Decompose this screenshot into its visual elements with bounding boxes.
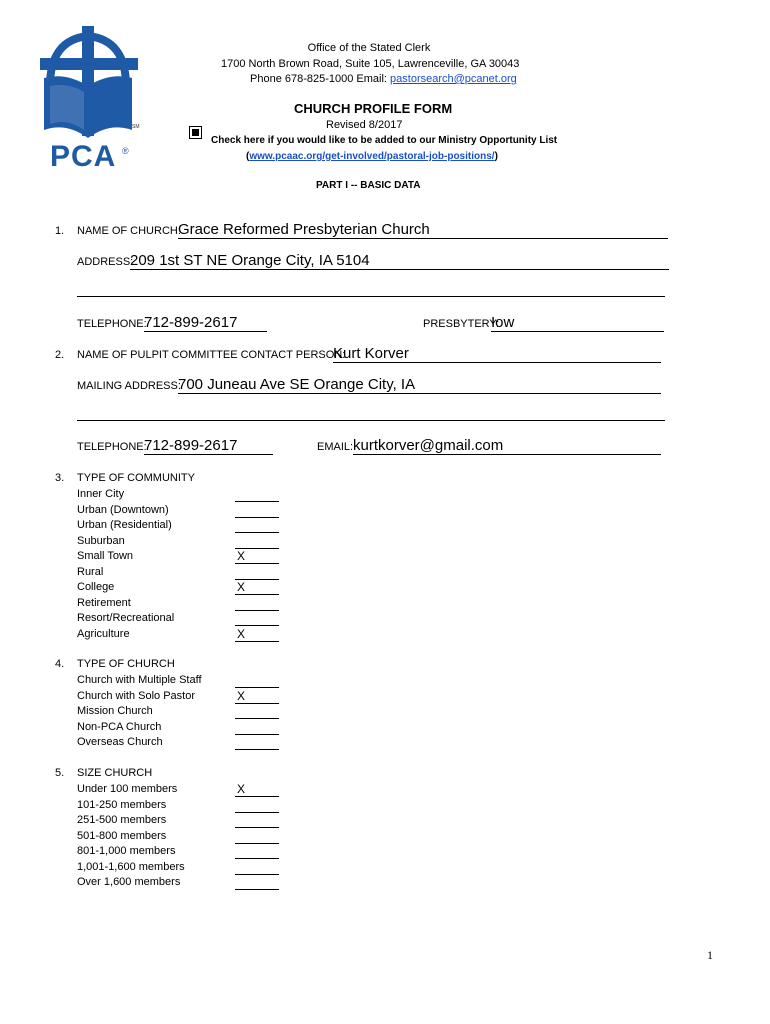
phone-email-line: Phone 678-825-1000 Email: pastorsearch@pcanet.org — [250, 73, 517, 85]
option-label: 801-1,000 members — [77, 845, 176, 857]
option-blank[interactable] — [235, 874, 279, 875]
option-label: 1,001-1,600 members — [77, 860, 185, 873]
address-line: 1700 North Brown Road, Suite 105, Lawrenceville, GA 30043 — [221, 58, 520, 70]
contact-label: NAME OF PULPIT COMMITTEE CONTACT PERSON: — [77, 349, 346, 361]
email-field[interactable] — [353, 437, 661, 455]
presbytery-field[interactable] — [491, 314, 664, 332]
contact-value: Kurt Korver — [333, 345, 409, 362]
presbytery-value: Iow — [491, 314, 515, 331]
option-blank[interactable] — [235, 843, 279, 844]
page-number: 1 — [707, 948, 713, 962]
email-value: kurtkorver@gmail.com — [353, 437, 504, 454]
section-3-number: 3. — [55, 472, 65, 484]
presbytery-label: PRESBYTERY: — [423, 318, 500, 330]
option-blank[interactable] — [235, 796, 279, 797]
logo-sm: SM — [132, 124, 140, 130]
address-line-2[interactable] — [77, 286, 665, 297]
option-label: Rural — [77, 565, 104, 578]
option-label: 251-500 members — [77, 814, 167, 826]
community-title: TYPE OF COMMUNITY — [77, 472, 195, 484]
address-label: ADDRESS: — [77, 256, 134, 268]
option-blank[interactable] — [235, 641, 279, 642]
church-name-field[interactable] — [178, 221, 668, 239]
size-title: SIZE CHURCH — [77, 767, 153, 779]
church-type-title: TYPE OF CHURCH — [77, 658, 175, 670]
section-4-number: 4. — [55, 658, 65, 670]
telephone-2-label: TELEPHONE: — [77, 441, 147, 453]
option-blank[interactable] — [235, 749, 279, 750]
email-link[interactable]: pastorsearch@pcanet.org — [390, 73, 517, 85]
option-label: Urban (Downtown) — [77, 503, 169, 516]
church-name-value: Grace Reformed Presbyterian Church — [178, 221, 430, 238]
option-label: Over 1,600 members — [77, 876, 181, 888]
section-2-number: 2. — [55, 349, 65, 361]
option-mark: X — [237, 782, 246, 796]
checkbox-label: Check here if you would like to be added to our Ministry Opportunity List — [211, 135, 558, 146]
section-1-number: 1. — [55, 225, 65, 237]
telephone-value: 712-899-2617 — [144, 314, 238, 331]
address-field[interactable] — [130, 252, 669, 270]
option-label: Church with Solo Pastor — [77, 689, 195, 702]
option-label: Mission Church — [77, 705, 153, 717]
mailing-value: 700 Juneau Ave SE Orange City, IA — [178, 376, 416, 393]
option-label: Inner City — [77, 488, 125, 500]
option-blank[interactable] — [235, 563, 279, 564]
option-label: Non-PCA Church — [77, 720, 162, 733]
address-value: 209 1st ST NE Orange City, IA 5104 — [130, 252, 370, 269]
telephone-label: TELEPHONE: — [77, 318, 147, 330]
option-label: Agriculture — [77, 627, 130, 640]
option-blank[interactable] — [235, 827, 279, 828]
church-name-label: NAME OF CHURCH: — [77, 225, 181, 237]
contact-field[interactable] — [333, 345, 661, 363]
option-label: Church with Multiple Staff — [77, 674, 202, 686]
form-title: CHURCH PROFILE FORM — [294, 101, 453, 116]
telephone-2-value: 712-899-2617 — [144, 437, 238, 454]
option-blank[interactable] — [235, 718, 279, 719]
option-label: Suburban — [77, 534, 125, 547]
option-mark: X — [237, 626, 246, 641]
section-5-number: 5. — [55, 767, 65, 779]
option-label: Urban (Residential) — [77, 519, 172, 531]
option-label: Under 100 members — [77, 783, 178, 795]
option-label: 101-250 members — [77, 798, 167, 811]
office-line: Office of the Stated Clerk — [307, 42, 431, 54]
option-blank[interactable] — [235, 501, 279, 502]
job-positions-link[interactable]: www.pcaac.org/get-involved/pastoral-job-positions/ — [249, 151, 495, 162]
option-blank[interactable] — [235, 703, 279, 704]
option-label: 501-800 members — [77, 829, 167, 842]
mailing-line-2[interactable] — [77, 410, 665, 421]
revised-date: Revised 8/2017 — [326, 119, 403, 131]
telephone-field[interactable] — [144, 314, 267, 332]
email-label: EMAIL: — [317, 441, 354, 453]
mailing-field[interactable] — [178, 376, 661, 394]
part-heading: PART I -- BASIC DATA — [316, 180, 421, 191]
option-blank[interactable] — [235, 532, 279, 533]
option-label: College — [77, 581, 115, 593]
option-mark: X — [237, 549, 246, 563]
option-blank[interactable] — [235, 610, 279, 611]
mailing-label: MAILING ADDRESS: — [77, 380, 181, 392]
option-label: Retirement — [77, 596, 131, 609]
option-blank[interactable] — [235, 812, 279, 813]
option-label: Resort/Recreational — [77, 612, 175, 624]
option-label: Small Town — [77, 550, 134, 562]
option-label: Overseas Church — [77, 736, 163, 748]
option-mark: X — [237, 580, 246, 594]
logo-text: PCA — [50, 140, 117, 173]
option-blank[interactable] — [235, 734, 279, 735]
option-mark: X — [237, 688, 246, 703]
option-blank[interactable] — [235, 889, 279, 890]
option-blank[interactable] — [235, 858, 279, 859]
job-link-line: (www.pcaac.org/get-involved/pastoral-job-positions/) — [246, 151, 498, 162]
option-blank[interactable] — [235, 517, 279, 518]
telephone-2-field[interactable] — [144, 437, 273, 455]
option-blank[interactable] — [235, 594, 279, 595]
ministry-list-checkbox[interactable] — [189, 126, 202, 139]
logo-registered: ® — [122, 146, 129, 156]
